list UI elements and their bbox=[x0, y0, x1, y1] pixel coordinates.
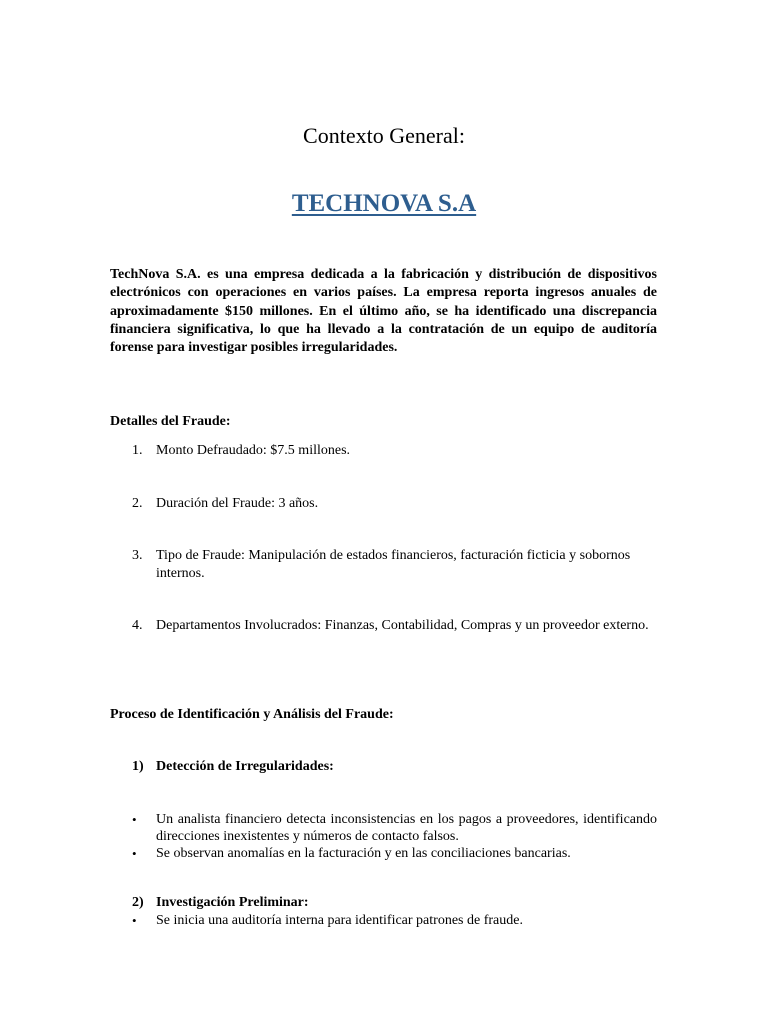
company-title: TECHNOVA S.A bbox=[291, 190, 477, 217]
bullet-text: Un analista financiero detecta inconsistencias en los pagos a proveedores, identificando direcciones inexistentes y números de contacto falsos. bbox=[156, 812, 657, 844]
list-item-text: Duración del Fraude: 3 años. bbox=[156, 496, 319, 511]
bullet-item bbox=[110, 845, 657, 862]
bullet-item bbox=[110, 912, 657, 929]
fraud-detail-item bbox=[110, 547, 657, 582]
list-number: 3. bbox=[132, 548, 143, 563]
fraud-detail-item bbox=[110, 495, 657, 513]
bullet-icon: • bbox=[132, 913, 137, 928]
step-number: 1) bbox=[132, 759, 144, 774]
context-heading: Contexto General: bbox=[303, 123, 465, 148]
step-title: Detección de Irregularidades: bbox=[156, 759, 334, 774]
bullet-text: Se inicia una auditoría interna para identificar patrones de fraude. bbox=[156, 913, 523, 928]
bullet-icon: • bbox=[132, 812, 137, 827]
intro-paragraph: TechNova S.A. es una empresa dedicada a la fabricación y distribución de dispositivos electrónicos con operaciones en varios países. La empresa reporta ingresos anuales de aproximadamente $150 millones. En el último año, se ha identificado una discrepancia financiera significativa, lo que ha llevado a la contratación de un equipo de auditoría forense para investigar posibles irregularidades. bbox=[110, 267, 657, 356]
bullet-item bbox=[110, 811, 657, 845]
list-item-text: Monto Defraudado: $7.5 millones. bbox=[156, 443, 351, 458]
list-number: 1. bbox=[132, 443, 143, 458]
list-number: 4. bbox=[132, 618, 143, 633]
step-number: 2) bbox=[132, 895, 144, 910]
process-title: Proceso de Identificación y Análisis del Fraude: bbox=[110, 707, 394, 722]
step-title: Investigación Preliminar: bbox=[156, 895, 309, 910]
fraud-detail-item bbox=[110, 442, 657, 460]
fraud-detail-item bbox=[110, 617, 657, 635]
list-item-text: Tipo de Fraude: Manipulación de estados financieros, facturación ficticia y sobornos internos. bbox=[156, 548, 631, 581]
process-step bbox=[110, 758, 657, 776]
bullet-text: Se observan anomalías en la facturación y en las conciliaciones bancarias. bbox=[156, 846, 571, 861]
bullet-icon: • bbox=[132, 846, 137, 861]
fraud-details-title: Detalles del Fraude: bbox=[110, 414, 231, 429]
list-item-text: Departamentos Involucrados: Finanzas, Contabilidad, Compras y un proveedor externo. bbox=[156, 618, 649, 633]
process-step bbox=[110, 894, 657, 912]
list-number: 2. bbox=[132, 496, 143, 511]
